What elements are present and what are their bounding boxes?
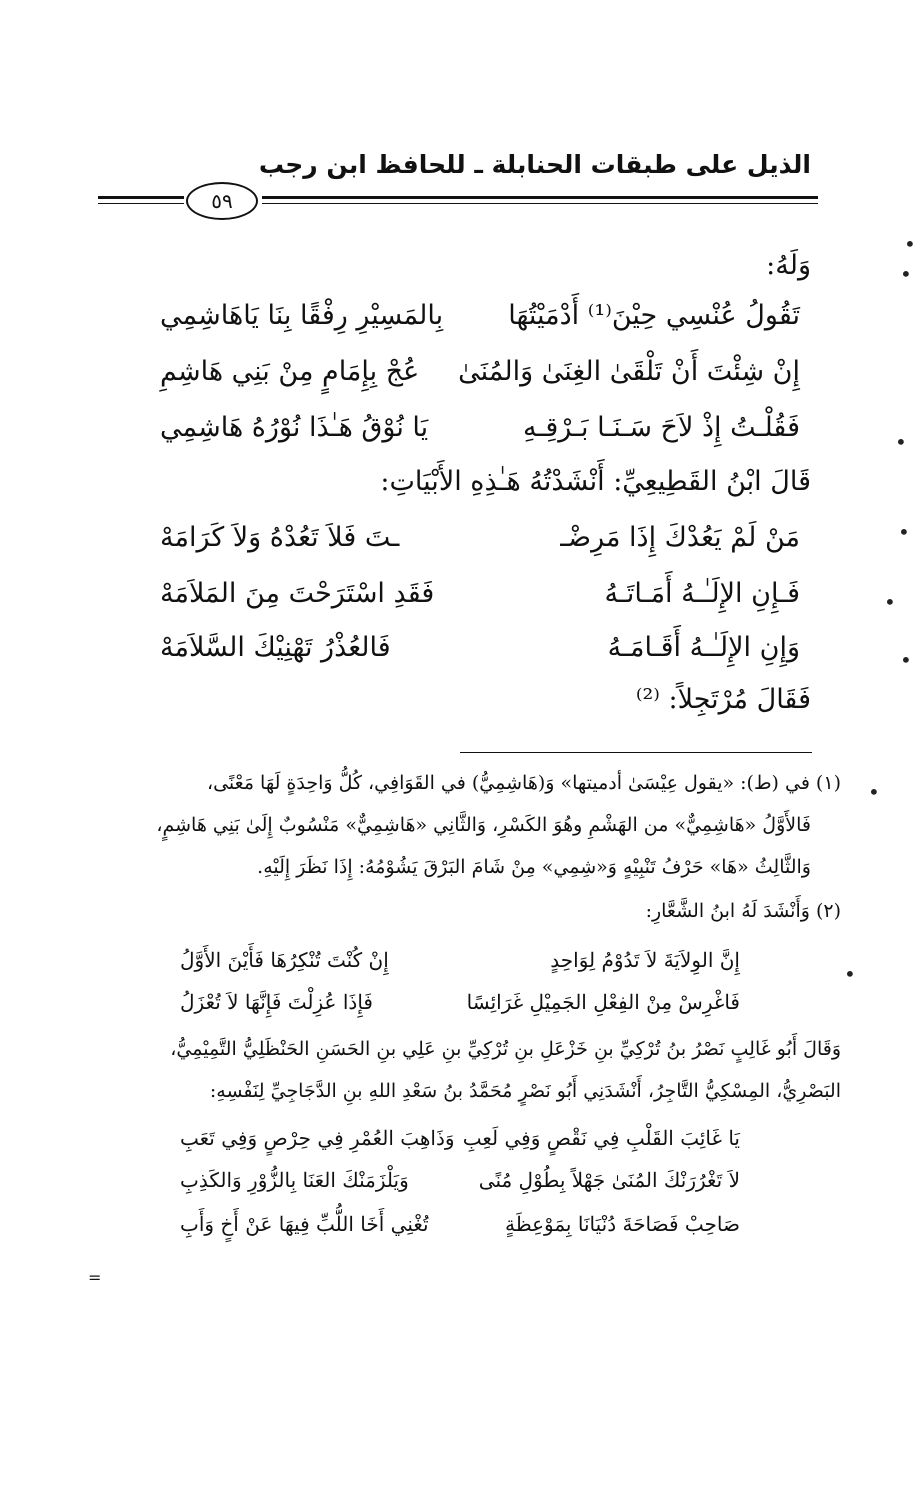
margin-speck: • xyxy=(895,430,907,454)
verse-second-hemistich: يَا نُوْقُ هَـٰذَا نُوْرُهُ هَاشِمِي xyxy=(160,412,429,443)
verse-first-hemistich: مَنْ لَمْ يَعُدْكَ إِذَا مَرِضْـ xyxy=(560,522,800,553)
verse-2 xyxy=(110,356,800,404)
verse-5 xyxy=(110,578,800,626)
verse-second-hemistich: فَإِذَا عُزِلْتَ فَإِنَّهَا لاَ تُعْزَلُ xyxy=(180,990,373,1014)
verse-second-hemistich: وَيَلْزَمَنْكَ العَنَا بِالزُّوْرِ وَالكَذِبِ xyxy=(180,1168,409,1192)
verse-second-hemistich: تُغْنِي أَخَا اللُّبِّ فِيهَا عَنْ أَخٍ وَأَبِ xyxy=(180,1212,429,1236)
verse-first-hemistich: يَا غَائِبَ القَلْبِ فِي نَقْصٍ وَفِي لَعِبِ xyxy=(462,1126,740,1150)
verse-first-hemistich: صَاحِبْ فَصَاحَةَ دُنْيَانَا بِمَوْعِظَةٍ xyxy=(504,1212,740,1236)
footnote-verse-5 xyxy=(180,1212,740,1252)
verse-second-hemistich: عُجْ بِإِمَامٍ مِنْ بَنِي هَاشِمِ xyxy=(160,356,420,387)
margin-speck: • xyxy=(868,780,880,804)
footnote-verse-2 xyxy=(180,990,740,1030)
margin-speck: • xyxy=(844,962,856,986)
verse-first-hemistich: إِنْ شِئْتَ أَنْ تَلْقَىٰ الغِنَىٰ وَالمُنَىٰ xyxy=(458,356,800,387)
intro-line-2: قَالَ ابْنُ القَطِيعِيِّ: أَنْشَدْتُهُ هَـٰذِهِ الأَبْيَاتِ: xyxy=(380,466,811,497)
footnote-2-line-1: (٢) وَأَنْشَدَ لَهُ ابنُ الشَّعَّارِ: xyxy=(645,900,841,922)
verse-first-hemistich: فَـإِنِ الإِلَـٰـهُ أَمَـاتَـهُ xyxy=(604,578,800,609)
verse-first-hemistich: وَإِنِ الإِلَـٰـهُ أَقَـامَـهُ xyxy=(607,632,800,663)
intro-line-1: وَلَهُ: xyxy=(766,250,811,281)
verse-second-hemistich: بِالمَسِيْرِ رِفْقًا بِنَا يَاهَاشِمِي xyxy=(160,300,444,331)
margin-speck: • xyxy=(900,648,912,672)
closing-line: فَقَالَ مُرْتَجِلاً: ⁽²⁾ xyxy=(635,684,811,715)
verse-first-hemistich: فَقُلْـتُ إِذْ لاَحَ سَـنَـا بَـرْقِـهِ xyxy=(522,412,800,443)
page-number: ٥٩ xyxy=(186,182,258,220)
margin-speck: • xyxy=(898,520,910,544)
verse-second-hemistich: ـتَ فَلاَ تَعُدْهُ وَلاَ كَرَامَهْ xyxy=(160,522,400,553)
footnote-verse-3 xyxy=(180,1126,740,1166)
margin-speck: • xyxy=(884,590,896,614)
header-rule-left-thin xyxy=(98,203,184,204)
running-header-title: الذيل على طبقات الحنابلة ـ للحافظ ابن رجب xyxy=(258,150,811,179)
verse-first-hemistich: فَاغْرِسْ مِنْ الفِعْلِ الجَمِيْلِ غَرَائِسًا xyxy=(466,990,740,1014)
footnote-1-line-1: (١) في (ط): «يقول عِيْسَىٰ أدميتها» وَ(هَاشِمِيُّ) في القَوَافِي، كُلُّ وَاحِدَةٍ لَهَا مَعْنًى، xyxy=(206,772,841,794)
verse-4 xyxy=(110,522,800,570)
verse-first-hemistich: إِنَّ الوِلاَيَةَ لاَ تَدُوْمُ لِوَاحِدٍ xyxy=(550,948,740,972)
margin-speck: • xyxy=(904,232,916,256)
footnote-1-line-2: فَالأَوَّلُ «هَاشِمِيٌّ» من الهَشْمِ وهُوَ الكَسْرِ، وَالثَّانِي «هَاشِمِيٌّ» مَنْسُوبٌ إِلَىٰ بَنِي هَاشِمٍ، xyxy=(156,814,811,836)
verse-second-hemistich: فَقَدِ اسْتَرَحْتَ مِنَ المَلاَمَهْ xyxy=(160,578,435,609)
verse-second-hemistich: إِنْ كُنْتَ تُنْكِرُهَا فَأَيْنَ الأَوَّلُ xyxy=(180,948,389,972)
end-mark: = xyxy=(88,1268,102,1287)
footnote-2-line-2: وَقَالَ أَبُو غَالِبٍ نَصْرُ بنُ تُرْكِيِّ بنِ خَزْعَلِ بنِ تُرْكِيِّ بنِ عَلِي بنِ الحَسَنِ الحَنْظَلِيُّ التَّمِيْمِيُّ، xyxy=(170,1038,841,1060)
header-rule-right-thin xyxy=(262,203,818,204)
margin-speck: • xyxy=(900,262,912,286)
footnote-2-line-3: البَصْرِيُّ، المِسْكِيُّ التَّاجِرُ، أَنْشَدَنِي أَبُو نَصْرٍ مُحَمَّدُ بنُ سَعْدِ اللهِ بنِ الدَّجَاجِيِّ لِنَفْسِهِ: xyxy=(209,1080,841,1102)
header-rule-left xyxy=(98,196,184,199)
verse-3 xyxy=(110,412,800,460)
verse-first-hemistich: تَقُولُ عُنْسِي حِيْنَ⁽¹⁾ أَدْمَيْتُهَا xyxy=(508,300,800,331)
verse-first-hemistich: لاَ تَغْرُرَنْكَ المُنَىٰ جَهْلاً بِطُوْلِ مُنًى xyxy=(478,1168,740,1192)
header-rule-right xyxy=(262,196,818,199)
verse-second-hemistich: وَذَاهِبَ العُمْرِ فِي حِرْصٍ وَفِي تَعَبِ xyxy=(180,1126,455,1150)
footnote-separator xyxy=(460,752,812,753)
footnote-1-line-3: وَالثَّالِثُ «هَا» حَرْفُ تَنْبِيْهٍ وَ«شِمِي» مِنْ شَامَ البَرْقَ يَشُوْمُهُ: إِذَا نَظَرَ إِلَيْهِ. xyxy=(257,856,811,878)
footnote-verse-4 xyxy=(180,1168,740,1208)
verse-6 xyxy=(110,632,800,680)
verse-second-hemistich: فَالعُذْرُ تَهْنِيْكَ السَّلاَمَهْ xyxy=(160,632,391,663)
verse-1 xyxy=(110,300,800,348)
footnote-verse-1 xyxy=(180,948,740,988)
